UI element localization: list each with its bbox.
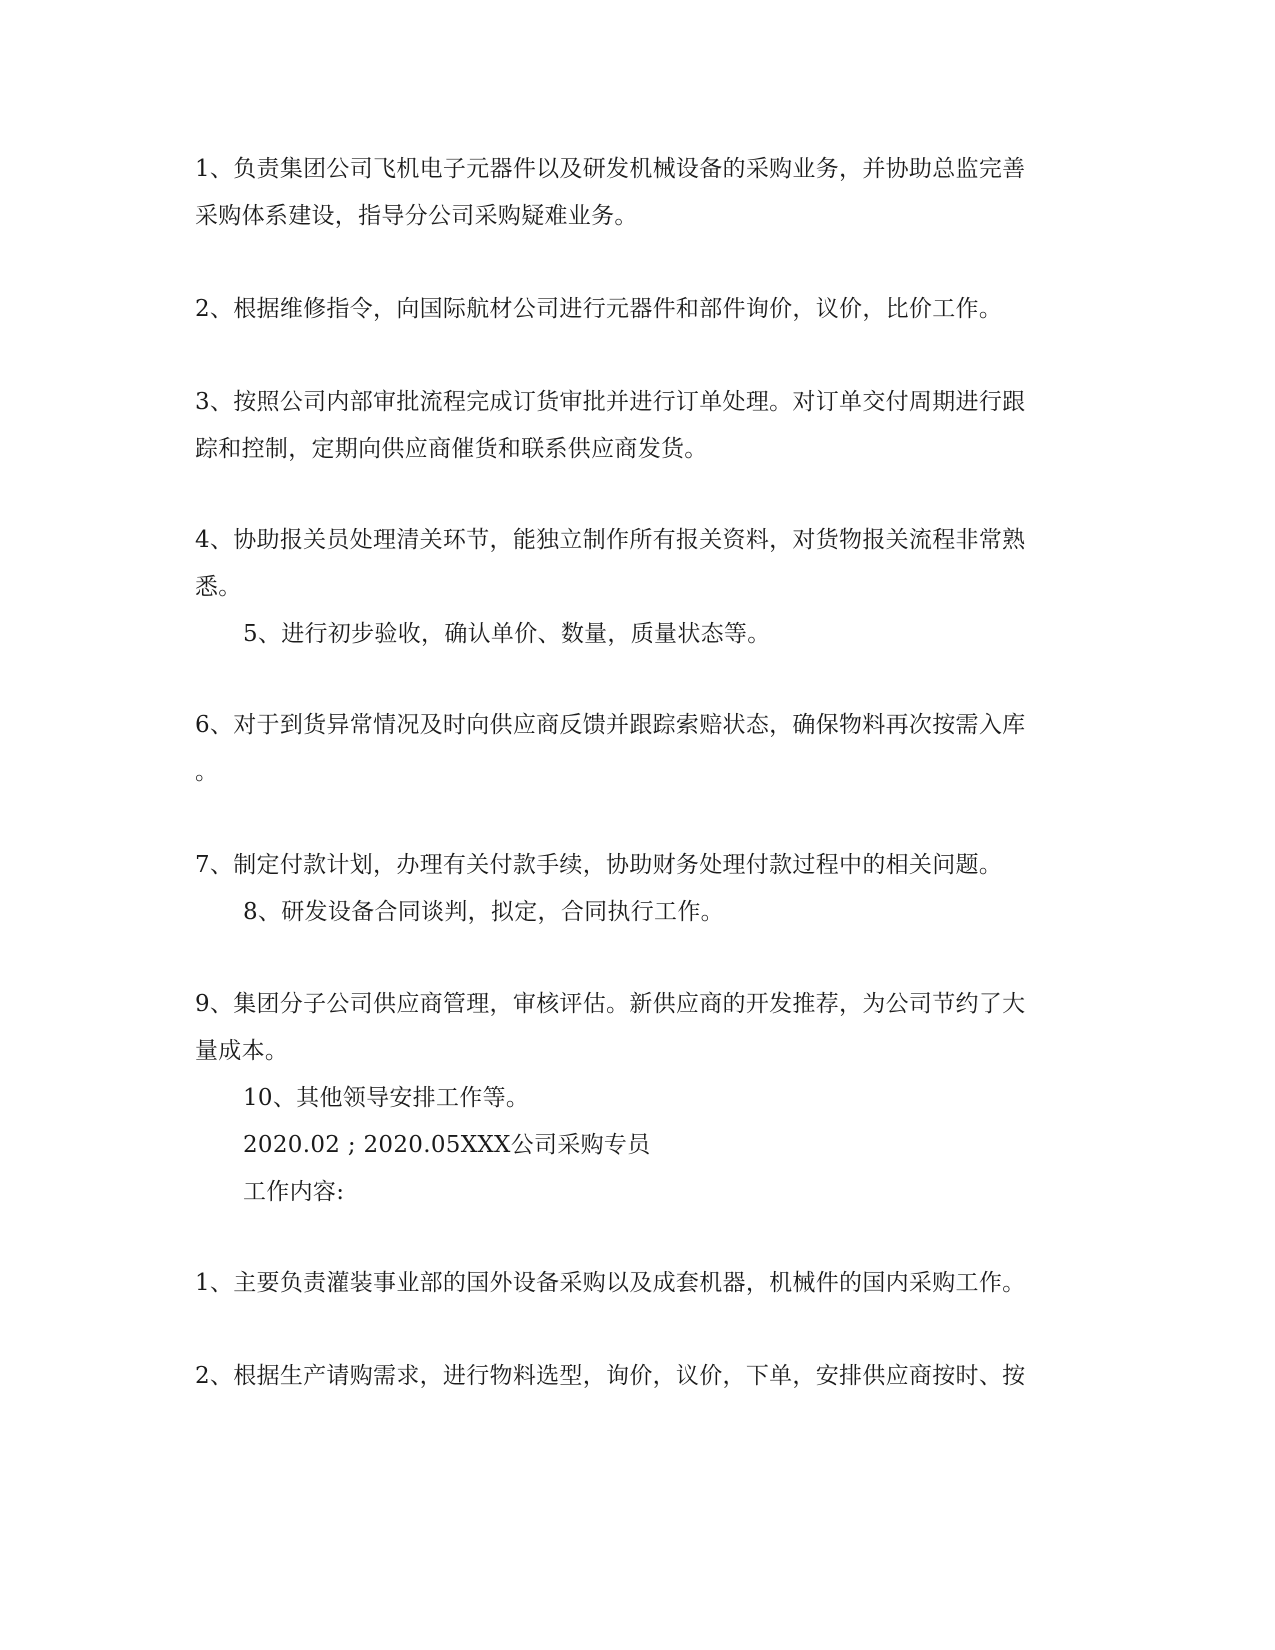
paragraph-line: 9、集团分子公司供应商管理，审核评估。新供应商的开发推荐，为公司节约了大 (195, 991, 1026, 1017)
paragraph-line: 5、进行初步验收，确认单价、数量，质量状态等。 (243, 621, 771, 647)
paragraph-line: 踪和控制，定期向供应商催货和联系供应商发货。 (195, 436, 708, 462)
paragraph-line: 8、研发设备合同谈判，拟定，合同执行工作。 (243, 899, 724, 925)
paragraph-line: 6、对于到货异常情况及时向供应商反馈并跟踪索赔状态，确保物料再次按需入库 (195, 712, 1026, 738)
paragraph-line: 1、主要负责灌装事业部的国外设备采购以及成套机器，机械件的国内采购工作。 (195, 1270, 1026, 1296)
paragraph-line: 2、根据维修指令，向国际航材公司进行元器件和部件询价，议价，比价工作。 (195, 296, 1003, 322)
paragraph-line: 1、负责集团公司飞机电子元器件以及研发机械设备的采购业务，并协助总监完善 (195, 156, 1026, 182)
paragraph-line: 3、按照公司内部审批流程完成订货审批并进行订单处理。对订单交付周期进行跟 (195, 389, 1026, 415)
paragraph-line: 悉。 (195, 574, 242, 600)
paragraph-line: 10、其他领导安排工作等。 (243, 1085, 530, 1111)
paragraph-line: 2、根据生产请购需求，进行物料选型，询价，议价，下单，安排供应商按时、按 (195, 1363, 1026, 1389)
date-role-line: 2020.02 ; 2020.05XXX公司采购专员 (243, 1132, 651, 1158)
paragraph-line: 。 (195, 759, 219, 785)
paragraph-line: 采购体系建设，指导分公司采购疑难业务。 (195, 203, 638, 229)
paragraph-line: 4、协助报关员处理清关环节，能独立制作所有报关资料，对货物报关流程非常熟 (195, 527, 1026, 553)
section-label: 工作内容: (243, 1179, 345, 1205)
paragraph-line: 量成本。 (195, 1038, 289, 1064)
paragraph-line: 7、制定付款计划，办理有关付款手续，协助财务处理付款过程中的相关问题。 (195, 852, 1003, 878)
